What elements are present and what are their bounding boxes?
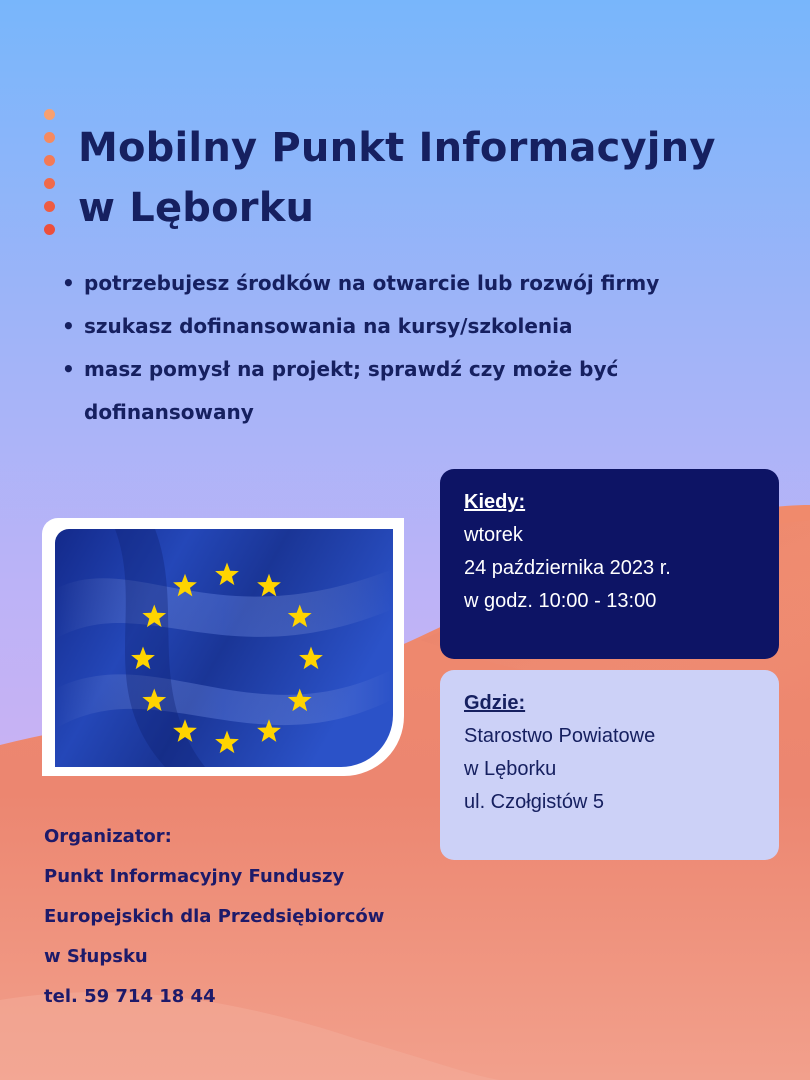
organizer-line: Punkt Informacyjny Funduszy	[44, 866, 345, 887]
list-item: • szukasz dofinansowania na kursy/szkolenia	[62, 305, 762, 348]
when-card	[440, 469, 779, 659]
decorative-dots	[44, 109, 56, 235]
organizer-line: Europejskich dla Przedsiębiorców	[44, 906, 385, 927]
bullet-icon: •	[62, 314, 75, 338]
bullet-icon: •	[62, 271, 75, 295]
bullet-icon: •	[62, 357, 75, 381]
title-line-2: w Lęborku	[78, 185, 315, 231]
when-hours: w godz. 10:00 - 13:00	[464, 590, 657, 612]
when-date: 24 października 2023 r.	[464, 557, 671, 579]
eu-flag-icon	[55, 529, 393, 767]
organizer-line: w Słupsku	[44, 946, 148, 967]
organizer-heading: Organizator:	[44, 826, 172, 847]
dot-icon	[44, 155, 55, 166]
dot-icon	[44, 109, 55, 120]
where-city: w Lęborku	[464, 758, 557, 780]
eu-flag-image	[55, 529, 393, 767]
flag-frame	[42, 518, 404, 776]
dot-icon	[44, 224, 55, 235]
dot-icon	[44, 201, 55, 212]
benefits-list	[62, 262, 762, 434]
where-card	[440, 670, 779, 860]
organizer-block	[44, 817, 464, 1017]
title-line-1: Mobilny Punkt Informacyjny	[78, 125, 716, 171]
where-heading: Gdzie:	[464, 692, 526, 714]
where-place: Starostwo Powiatowe	[464, 725, 656, 747]
organizer-phone: tel. 59 714 18 44	[44, 986, 216, 1007]
dot-icon	[44, 132, 55, 143]
page-title	[78, 118, 788, 238]
list-item: • potrzebujesz środków na otwarcie lub rozwój firmy	[62, 262, 762, 305]
when-day: wtorek	[464, 524, 523, 546]
list-item: • masz pomysł na projekt; sprawdź czy może być dofinansowany	[62, 348, 762, 434]
where-street: ul. Czołgistów 5	[464, 791, 605, 813]
dot-icon	[44, 178, 55, 189]
when-heading: Kiedy:	[464, 491, 526, 513]
